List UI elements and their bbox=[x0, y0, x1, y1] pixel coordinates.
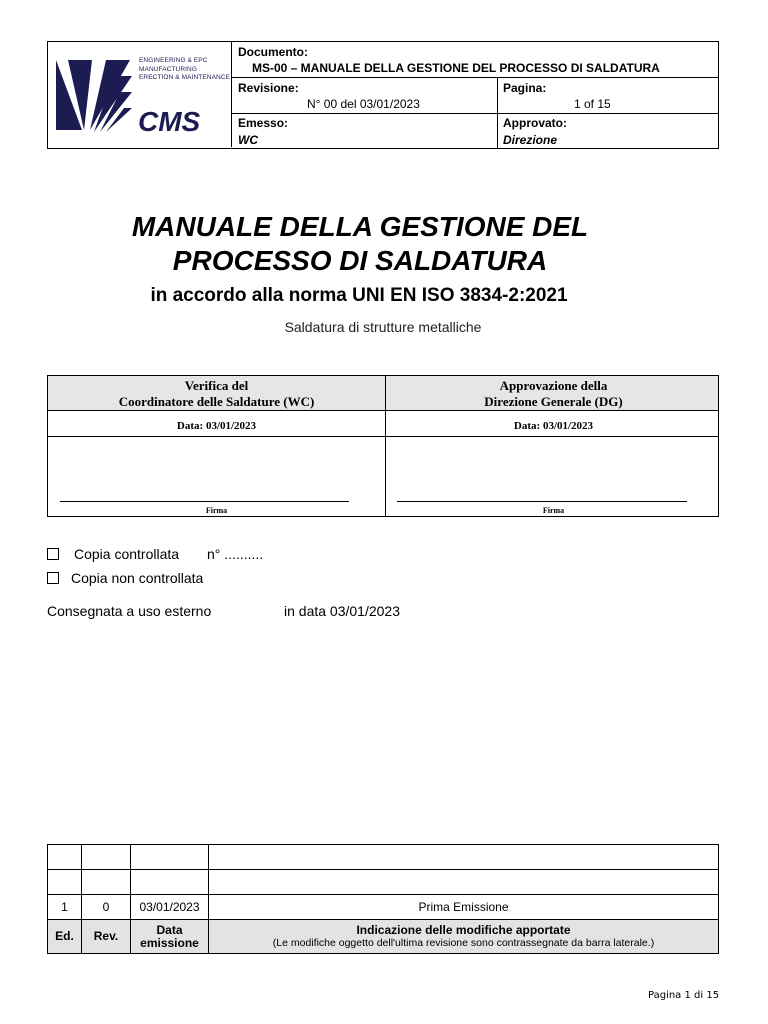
copia-non-controllata-label: Copia non controllata bbox=[71, 570, 204, 586]
revision-ed: 1 bbox=[48, 895, 82, 920]
col-desc-header: Indicazione delle modifiche apportate (Le modifiche oggetto dell'ultima revisione sono contrassegnate da barra laterale.) bbox=[209, 920, 719, 954]
approvazione-signature-line bbox=[397, 501, 687, 502]
pagina-value: 1 of 15 bbox=[574, 97, 611, 111]
approvazione-header: Approvazione della Direzione Generale (DG) bbox=[484, 378, 623, 409]
verifica-header: Verifica del Coordinatore delle Saldature (WC) bbox=[118, 378, 315, 409]
approvazione-date: Data: 03/01/2023 bbox=[513, 420, 594, 432]
document-title bbox=[0, 210, 720, 278]
header-row-emesso bbox=[232, 114, 718, 148]
revisione-value: N° 00 del 03/01/2023 bbox=[307, 97, 420, 111]
approval-header-row bbox=[48, 376, 718, 411]
header-divider bbox=[497, 114, 498, 148]
page-number: Pagina 1 di 15 bbox=[648, 990, 720, 1001]
document-header bbox=[47, 41, 719, 149]
revision-table bbox=[47, 844, 719, 954]
emesso-value: WC bbox=[238, 133, 258, 147]
company-logo bbox=[48, 42, 232, 147]
table-row bbox=[48, 870, 719, 895]
consegnata-date: in data 03/01/2023 bbox=[284, 603, 400, 619]
approval-table bbox=[47, 375, 719, 517]
revision-date: 03/01/2023 bbox=[131, 895, 209, 920]
logo-brand-text: CMS bbox=[138, 106, 201, 134]
approval-divider bbox=[385, 376, 386, 516]
col-ed-header: Ed. bbox=[48, 920, 82, 954]
title-line-2: PROCESSO DI SALDATURA bbox=[172, 245, 548, 276]
documento-label: Documento: bbox=[238, 45, 308, 59]
title-line-1: MANUALE DELLA GESTIONE DEL bbox=[131, 211, 589, 242]
copia-non-controllata-option[interactable] bbox=[47, 570, 203, 586]
revision-note: (Le modifiche oggetto dell'ultima revisione sono contrassegnate da barra laterale.) bbox=[272, 936, 655, 949]
header-row-documento bbox=[232, 42, 718, 78]
table-row bbox=[48, 845, 719, 870]
approvazione-firma-label: Firma bbox=[542, 506, 565, 515]
revision-rev: 0 bbox=[82, 895, 131, 920]
verifica-firma-label: Firma bbox=[205, 506, 228, 515]
col-rev-header: Rev. bbox=[82, 920, 131, 954]
header-row-revisione bbox=[232, 78, 718, 114]
document-scope: Saldatura di strutture metalliche bbox=[284, 319, 482, 335]
revision-desc: Prima Emissione bbox=[209, 895, 719, 920]
revisione-label: Revisione: bbox=[238, 81, 299, 95]
table-row bbox=[48, 895, 719, 920]
verifica-date: Data: 03/01/2023 bbox=[176, 420, 257, 432]
copia-controllata-option[interactable] bbox=[47, 546, 179, 562]
revision-header-row bbox=[48, 920, 719, 954]
copia-controllata-label: Copia controllata bbox=[74, 546, 180, 562]
consegnata-label: Consegnata a uso esterno bbox=[47, 603, 212, 619]
documento-value: MS-00 – MANUALE DELLA GESTIONE DEL PROCESSO DI SALDATURA bbox=[252, 61, 660, 75]
copia-number: n° .......... bbox=[207, 546, 264, 562]
approval-date-row bbox=[48, 411, 718, 437]
approvato-label: Approvato: bbox=[503, 116, 567, 130]
header-divider bbox=[497, 78, 498, 113]
col-date-header: Data emissione bbox=[131, 920, 209, 954]
copia-controllata-checkbox[interactable] bbox=[47, 548, 59, 560]
norm-reference: in accordo alla norma UNI EN ISO 3834-2:2021 bbox=[150, 285, 568, 306]
pagina-label: Pagina: bbox=[503, 81, 547, 95]
copia-non-controllata-checkbox[interactable] bbox=[47, 572, 59, 584]
verifica-signature-line bbox=[60, 501, 349, 502]
emesso-label: Emesso: bbox=[238, 116, 289, 130]
approvato-value: Direzione bbox=[503, 133, 558, 147]
logo-tagline: ENGINEERING & EPC MANUFACTURING ERECTION & MAINTENANCE bbox=[139, 57, 231, 81]
